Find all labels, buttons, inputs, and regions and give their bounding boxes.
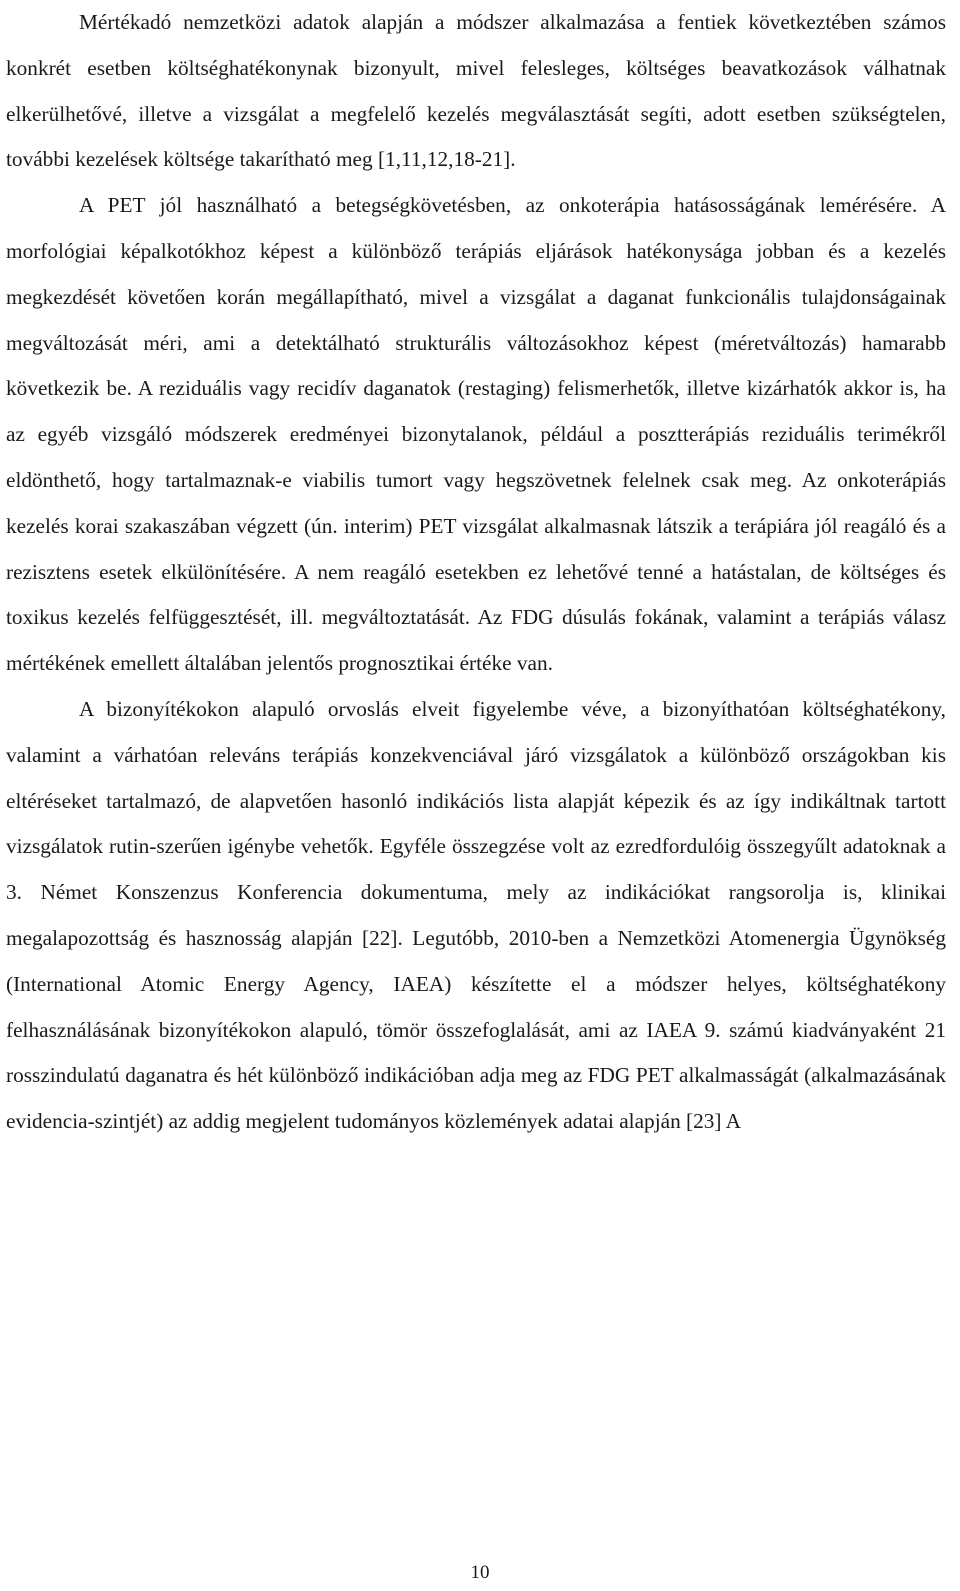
body-text	[6, 0, 946, 1145]
page-number: 10	[470, 1562, 490, 1583]
paragraph-cost-effectiveness: Mértékadó nemzetközi adatok alapján a módszer alkalmazása a fentiek következtében számos konkrét esetben költséghatékonynak bizonyult, mivel felesleges, költséges beavatkozások válhatnak elkerülhetővé, illetve a vizsgálat a megfelelő kezelés megválasztását segíti, adott esetben szükségtelen, további kezelések költsége takarítható meg [1,11,12,18-21].	[6, 10, 946, 172]
paragraph-pet-followup: A PET jól használható a betegségkövetésben, az onkoterápia hatásosságának lemérésére. A morfológiai képalkotókhoz képest a különböző terápiás eljárások hatékonysága jobban és a kezelés megkezdését követően korán megállapítható, mivel a vizsgálat a daganat funkcionális tulajdonságainak megváltozását méri, ami a detektálható strukturális változásokhoz képest (méretváltozás) hamarabb következik be. A reziduális vagy recidív daganatok (restaging) felismerhetők, illetve kizárhatók akkor is, ha az egyéb vizsgáló módszerek eredményei bizonytalanok, például a posztterápiás reziduális terimékről eldönthető, hogy tartalmaznak-e viabilis tumort vagy hegszövetnek felelnek csak meg. Az onkoterápiás kezelés korai szakaszában végzett (ún. interim) PET vizsgálat alkalmasnak látszik a terápiára jól reagáló és a rezisztens esetek elkülönítésére. A nem reagáló esetekben ez lehetővé tenné a hatástalan, de költséges és toxikus kezelés felfüggesztését, ill. megváltoztatását. Az FDG dúsulás fokának, valamint a terápiás válasz mértékének emellett általában jelentős prognosztikai értéke van.	[6, 193, 946, 676]
paragraph-evidence-based: A bizonyítékokon alapuló orvoslás elveit figyelembe véve, a bizonyíthatóan költséghatékony, valamint a várhatóan releváns terápiás konzekvenciával járó vizsgálatok a különböző országokban kis eltéréseket tartalmazó, de alapvetően hasonló indikációs lista alapját képezik és az így indikáltnak tartott vizsgálatok rutin-szerűen igénybe vehetők. Egyféle összegzése volt az ezredfordulóig összegyűlt adatoknak a 3. Német Konszenzus Konferencia dokumentuma, mely az indikációkat rangsorolja is, klinikai megalapozottság és hasznosság alapján [22]. Legutóbb, 2010-ben a Nemzetközi Atomenergia Ügynökség (International Atomic Energy Agency, IAEA) készítette el a módszer helyes, költséghatékony felhasználásának bizonyítékokon alapuló, tömör összefoglalását, ami az IAEA 9. számú kiadványaként 21 rosszindulatú daganatra és hét különböző indikációban adja meg az FDG PET alkalmasságát (alkalmazásának evidencia-szintjét) az addig megjelent tudományos közlemények adatai alapján [23] A	[6, 696, 946, 1134]
